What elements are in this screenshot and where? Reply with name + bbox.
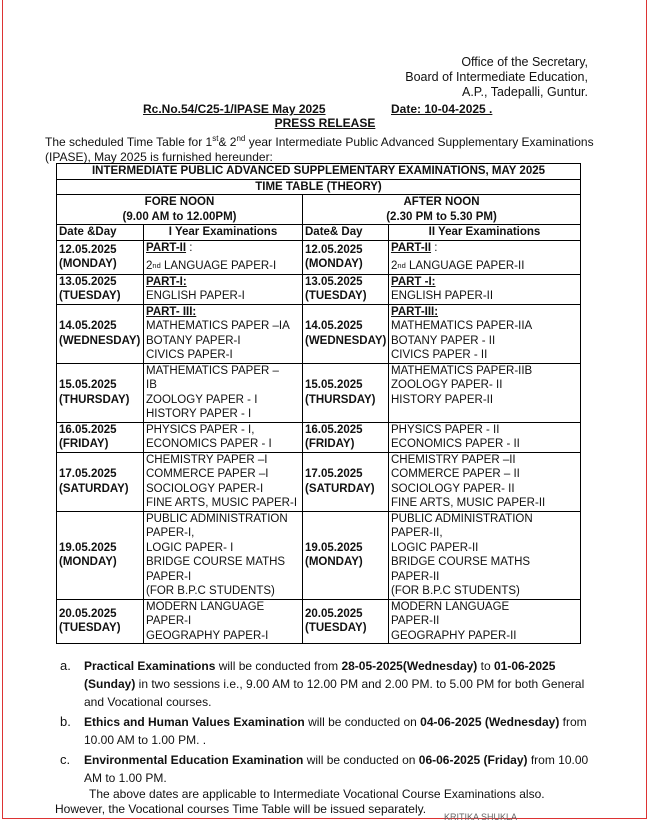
forenoon-label: FORE NOON <box>144 196 215 208</box>
exam-day: (THURSDAY) <box>59 393 130 406</box>
table-row <box>57 452 581 511</box>
exam-date: 20.05.2025 <box>305 607 363 620</box>
exam-subject: PAPER-II <box>391 570 440 583</box>
exam-subject: ZOOLOGY PAPER- II <box>391 379 503 391</box>
intro-sup: st <box>212 134 219 143</box>
exam-subject: PUBLIC ADMINISTRATION <box>391 512 533 525</box>
intro-text: The scheduled Time Table for 1 <box>45 135 213 149</box>
exam-subject: MODERN LANGUAGE <box>391 600 510 613</box>
exam-day: (MONDAY) <box>59 258 117 270</box>
exam-subject: MATHEMATICS PAPER-IIA <box>391 320 533 332</box>
exam-subject: PAPER-I <box>146 615 192 627</box>
release-date: Date: 10-04-2025 . <box>391 102 493 116</box>
exam-day: (THURSDAY) <box>305 393 376 406</box>
exam-subject: IB <box>146 379 157 391</box>
table-title: INTERMEDIATE PUBLIC ADVANCED SUPPLEMENTARY EXAMINATIONS, MAY 2025 <box>57 164 581 180</box>
exam-subject: BOTANY PAPER - II <box>391 334 496 347</box>
exam-subject: ECONOMICS PAPER - I <box>146 438 272 450</box>
note-text: to <box>477 659 494 673</box>
exam-day: (FRIDAY) <box>305 438 355 450</box>
exam-subjects-cell <box>144 422 303 452</box>
exam-subject: ZOOLOGY PAPER - I <box>146 393 258 406</box>
exam-subject-sup: nd <box>152 261 161 270</box>
exam-date: 16.05.2025 <box>59 423 117 436</box>
exam-date: 14.05.2025 <box>59 320 117 332</box>
table-row <box>57 363 581 422</box>
exam-day: (MONDAY) <box>305 556 363 568</box>
time-table <box>56 163 581 644</box>
signature-name: KRITIKA SHUKLA <box>444 812 518 822</box>
exam-subjects-cell <box>389 304 581 363</box>
note-text: Practical Examinations <box>84 659 216 673</box>
reference-number: Rc.No.54/C25-1/IPASE May 2025 <box>143 102 326 116</box>
exam-day: (SATURDAY) <box>305 482 375 495</box>
press-release-heading: PRESS RELEASE <box>274 116 376 130</box>
exam-date: 19.05.2025 <box>305 541 363 554</box>
exam-date: 15.05.2025 <box>59 379 117 391</box>
exam-subject: BRIDGE COURSE MATHS <box>146 556 286 568</box>
exam-subject: ENGLISH PAPER-II <box>391 290 494 302</box>
note-text: 28-05-2025(Wednesday) <box>341 659 478 673</box>
exam-subjects-cell <box>144 304 303 363</box>
afternoon-header <box>303 195 581 225</box>
exam-day: (FRIDAY) <box>59 438 109 450</box>
exam-date-cell <box>57 240 144 274</box>
exam-date-cell <box>303 363 389 422</box>
table-subtitle: TIME TABLE (THEORY) <box>57 179 581 195</box>
note-label: c. <box>60 752 71 767</box>
note-text: will be conducted on <box>304 715 421 729</box>
exam-date: 17.05.2025 <box>305 468 363 480</box>
note-text: 06-06-2025 (Friday) <box>418 753 528 767</box>
exam-subjects-cell <box>144 511 303 599</box>
exam-subject: PHYSICS PAPER - I, <box>146 423 255 436</box>
exam-subjects-cell <box>389 599 581 644</box>
exam-part: PART- III: <box>146 305 197 318</box>
exam-subjects-cell <box>389 452 581 511</box>
exam-subject: FINE ARTS, MUSIC PAPER-II <box>391 497 546 509</box>
exam-subjects-cell <box>389 240 581 274</box>
exam-subject: GEOGRAPHY PAPER-I <box>146 629 269 642</box>
exam-date: 14.05.2025 <box>305 320 363 332</box>
note-text: Ethics and Human Values Examination <box>84 715 305 729</box>
exam-subjects-cell <box>144 274 303 304</box>
table-body <box>57 240 581 644</box>
forenoon-header <box>57 195 303 225</box>
exam-subject: 2 <box>391 260 398 272</box>
col-header-exam2: II Year Examinations <box>389 225 581 241</box>
exam-subjects-cell <box>144 599 303 644</box>
office-address <box>405 55 588 100</box>
exam-part: PART-II <box>391 241 432 254</box>
note-text: from 10.00 AM to 1.00 PM. . <box>84 715 587 747</box>
intro-text: & 2 <box>218 135 237 149</box>
exam-subject: LOGIC PAPER-II <box>391 541 479 554</box>
exam-subject: LOGIC PAPER- I <box>146 541 234 554</box>
col-header-date2: Date& Day <box>303 225 389 241</box>
footer-text: The above dates are applicable to Intermediate Vocational Course Examinations also. However, the Vocational courses Time Table will be issued separately. <box>55 787 545 816</box>
note-item <box>60 657 600 711</box>
exam-date-cell <box>57 304 144 363</box>
note-label: b. <box>60 714 71 729</box>
exam-subject: CIVICS PAPER-I <box>146 349 233 361</box>
table-row <box>57 511 581 599</box>
exam-date: 13.05.2025 <box>59 275 117 288</box>
exam-part: PART-II <box>146 241 187 254</box>
exam-date-cell <box>57 511 144 599</box>
exam-subject: PAPER-II <box>391 615 440 627</box>
exam-date-cell <box>57 599 144 644</box>
exam-subjects-cell <box>144 363 303 422</box>
office-line: A.P., Tadepalli, Guntur. <box>461 85 588 99</box>
exam-date-cell <box>57 452 144 511</box>
table-row <box>57 274 581 304</box>
exam-subject: CHEMISTRY PAPER –I <box>146 453 268 466</box>
exam-subject: MATHEMATICS PAPER-IIB <box>391 364 533 377</box>
exam-subject: CHEMISTRY PAPER –II <box>391 453 516 466</box>
intro-sup: nd <box>236 134 246 143</box>
exam-subject: CIVICS PAPER - II <box>391 349 488 361</box>
office-line: Board of Intermediate Education, <box>405 70 588 84</box>
exam-subject: LANGUAGE PAPER-I <box>160 260 277 272</box>
exam-date: 13.05.2025 <box>305 275 363 288</box>
exam-subjects-cell <box>389 274 581 304</box>
exam-part-suffix: : <box>186 241 193 254</box>
exam-subject: BRIDGE COURSE MATHS <box>391 556 531 568</box>
exam-part: PART -I: <box>391 275 436 288</box>
exam-part: PART-III: <box>391 305 439 318</box>
table-row <box>57 240 581 274</box>
exam-date-cell <box>303 274 389 304</box>
exam-day: (WEDNESDAY) <box>59 334 141 347</box>
exam-subject: LANGUAGE PAPER-II <box>405 260 525 272</box>
note-text: in two sessions i.e., 9.00 AM to 12.00 PM and 2.00 PM. to 5.00 PM for both General and Vocational courses. <box>84 677 585 709</box>
exam-date-cell <box>57 422 144 452</box>
note-label: a. <box>60 658 71 673</box>
exam-day: (WEDNESDAY) <box>305 334 387 347</box>
exam-date-cell <box>303 422 389 452</box>
exam-subject: GEOGRAPHY PAPER-II <box>391 629 517 642</box>
exam-subject: PAPER-I, <box>146 527 195 539</box>
exam-subject: PAPER-II, <box>391 527 443 539</box>
exam-subject: MATHEMATICS PAPER –IA <box>146 320 290 332</box>
exam-day: (TUESDAY) <box>59 290 121 302</box>
exam-date-cell <box>57 363 144 422</box>
exam-subjects-cell <box>389 511 581 599</box>
exam-day: (TUESDAY) <box>305 622 367 635</box>
col-header-date1: Date &Day <box>57 225 144 241</box>
office-line: Office of the Secretary, <box>461 55 588 69</box>
exam-date-cell <box>303 511 389 599</box>
exam-date-cell <box>57 274 144 304</box>
note-item <box>60 713 600 749</box>
exam-subjects-cell <box>389 422 581 452</box>
table-row <box>57 599 581 644</box>
exam-subject: 2 <box>146 260 153 272</box>
exam-subject: ECONOMICS PAPER - II <box>391 438 520 450</box>
exam-date: 16.05.2025 <box>305 423 363 436</box>
exam-subject: SOCIOLOGY PAPER-I <box>146 482 264 495</box>
col-header-exam1: I Year Examinations <box>144 225 303 241</box>
forenoon-time: (9.00 AM to 12.00PM) <box>122 210 237 223</box>
exam-day: (TUESDAY) <box>305 290 367 302</box>
exam-part: PART-I: <box>146 275 187 288</box>
table-row <box>57 422 581 452</box>
exam-subject: MATHEMATICS PAPER – <box>146 364 279 377</box>
notes-list <box>60 657 600 789</box>
afternoon-time: (2.30 PM to 5.30 PM) <box>386 210 497 223</box>
note-text: from 10.00 AM to 1.00 PM. <box>84 753 589 785</box>
intro-text: year Intermediate Public Advanced Supplementary Examinations (IPASE), May 2025 is furnished hereunder: <box>45 135 594 164</box>
exam-subject-sup: nd <box>397 261 406 270</box>
exam-subject: (FOR B.P.C STUDENTS) <box>391 585 520 597</box>
exam-subject: FINE ARTS, MUSIC PAPER-I <box>146 497 298 509</box>
exam-subject: BOTANY PAPER-I <box>146 334 241 347</box>
note-text: will be conducted on <box>303 753 419 767</box>
exam-day: (TUESDAY) <box>59 622 121 635</box>
exam-date-cell <box>303 304 389 363</box>
exam-day: (MONDAY) <box>305 258 363 270</box>
exam-day: (SATURDAY) <box>59 482 129 495</box>
exam-day: (MONDAY) <box>59 556 117 568</box>
exam-date-cell <box>303 240 389 274</box>
exam-subject: PAPER-I <box>146 570 192 583</box>
exam-subject: HISTORY PAPER - I <box>146 408 252 420</box>
exam-date-cell <box>303 599 389 644</box>
exam-part-suffix: : <box>431 241 438 254</box>
exam-subject: ENGLISH PAPER-I <box>146 290 245 302</box>
exam-subject: PHYSICS PAPER - II <box>391 423 500 436</box>
exam-date: 15.05.2025 <box>305 379 363 391</box>
exam-subject: (FOR B.P.C STUDENTS) <box>146 585 275 597</box>
exam-subject: PUBLIC ADMINISTRATION <box>146 512 288 525</box>
exam-date-cell <box>303 452 389 511</box>
table-row <box>57 304 581 363</box>
exam-date: 12.05.2025 <box>59 243 117 256</box>
exam-date: 20.05.2025 <box>59 607 117 620</box>
exam-date: 19.05.2025 <box>59 541 117 554</box>
exam-subject: SOCIOLOGY PAPER- II <box>391 482 515 495</box>
note-text: Environmental Education Examination <box>84 753 304 767</box>
exam-subjects-cell <box>389 363 581 422</box>
exam-date: 17.05.2025 <box>59 468 117 480</box>
note-text: 04-06-2025 (Wednesday) <box>420 715 560 729</box>
exam-subject: MODERN LANGUAGE <box>146 600 265 613</box>
exam-date: 12.05.2025 <box>305 243 363 256</box>
exam-subjects-cell <box>144 452 303 511</box>
exam-subjects-cell <box>144 240 303 274</box>
afternoon-label: AFTER NOON <box>403 196 480 208</box>
exam-subject: COMMERCE PAPER –I <box>146 468 269 480</box>
exam-subject: HISTORY PAPER-II <box>391 393 494 406</box>
note-text: 01-06-2025 (Sunday) <box>84 659 556 691</box>
intro-paragraph <box>45 131 605 165</box>
note-text: will be conducted from <box>215 659 342 673</box>
note-item <box>60 751 600 787</box>
exam-subject: COMMERCE PAPER – II <box>391 468 520 480</box>
